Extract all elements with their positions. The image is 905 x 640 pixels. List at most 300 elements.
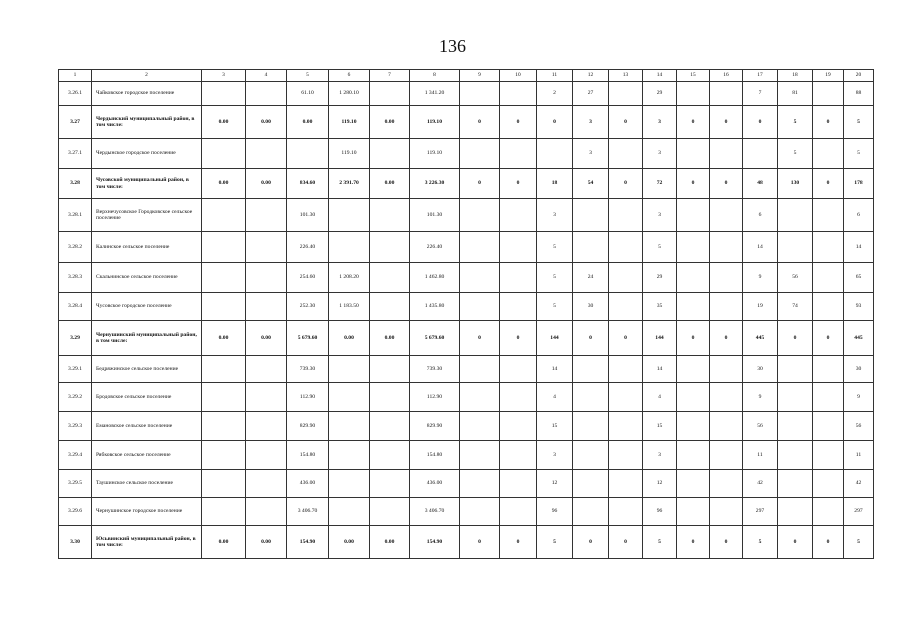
value-cell — [813, 470, 844, 498]
value-cell — [246, 498, 287, 526]
value-cell — [778, 498, 813, 526]
value-cell — [573, 232, 609, 263]
value-cell — [609, 263, 643, 293]
value-cell: 5 — [537, 263, 573, 293]
value-cell: 19 — [743, 293, 778, 321]
value-cell — [246, 199, 287, 232]
value-cell: 5 — [743, 526, 778, 559]
district-total-row — [59, 526, 874, 559]
column-header: 12 — [573, 70, 609, 82]
value-cell — [500, 263, 537, 293]
value-cell — [202, 199, 246, 232]
value-cell: 0.00 — [287, 106, 329, 139]
value-cell — [813, 441, 844, 470]
value-cell: 24 — [573, 263, 609, 293]
value-cell: 0 — [677, 526, 710, 559]
settlement-row — [59, 82, 874, 106]
row-number-cell: 3.26.1 — [59, 82, 92, 106]
value-cell: 3 — [643, 441, 677, 470]
settlement-row — [59, 293, 874, 321]
value-cell: 4 — [537, 383, 573, 412]
row-name-cell: Чернушинский муниципальный район, в том числе: — [92, 321, 202, 356]
row-name-cell: Емановское сельское поселение — [92, 412, 202, 441]
value-cell — [500, 139, 537, 169]
value-cell: 436.00 — [287, 470, 329, 498]
value-cell: 1 462.80 — [410, 263, 460, 293]
value-cell: 119.10 — [410, 106, 460, 139]
value-cell: 0.00 — [202, 106, 246, 139]
value-cell: 119.10 — [410, 139, 460, 169]
value-cell — [500, 470, 537, 498]
value-cell: 0 — [460, 321, 500, 356]
value-cell: 0 — [460, 169, 500, 199]
value-cell: 0.00 — [246, 321, 287, 356]
value-cell — [202, 232, 246, 263]
value-cell — [370, 293, 410, 321]
row-number-cell: 3.29.6 — [59, 498, 92, 526]
value-cell: 0 — [573, 321, 609, 356]
value-cell: 0.00 — [202, 321, 246, 356]
value-cell — [246, 139, 287, 169]
value-cell — [677, 293, 710, 321]
value-cell — [609, 470, 643, 498]
value-cell: 42 — [743, 470, 778, 498]
settlement-row — [59, 383, 874, 412]
value-cell — [370, 356, 410, 383]
value-cell — [329, 498, 370, 526]
row-name-cell: Чердынский муниципальный район, в том числе: — [92, 106, 202, 139]
value-cell: 0.00 — [202, 169, 246, 199]
value-cell — [370, 498, 410, 526]
value-cell: 112.90 — [287, 383, 329, 412]
value-cell — [609, 356, 643, 383]
value-cell — [813, 199, 844, 232]
value-cell: 29 — [643, 263, 677, 293]
row-number-cell: 3.28.1 — [59, 199, 92, 232]
row-number-cell: 3.28 — [59, 169, 92, 199]
value-cell: 5 — [643, 232, 677, 263]
value-cell: 12 — [537, 470, 573, 498]
value-cell — [500, 82, 537, 106]
value-cell: 119.10 — [329, 139, 370, 169]
value-cell: 72 — [643, 169, 677, 199]
value-cell: 3 — [573, 106, 609, 139]
value-cell: 0.00 — [246, 526, 287, 559]
value-cell — [329, 470, 370, 498]
value-cell: 0 — [609, 106, 643, 139]
value-cell: 0 — [778, 321, 813, 356]
value-cell: 3 — [537, 199, 573, 232]
value-cell — [329, 412, 370, 441]
value-cell: 2 391.70 — [329, 169, 370, 199]
value-cell — [573, 498, 609, 526]
value-cell: 0 — [609, 169, 643, 199]
row-number-cell: 3.29.3 — [59, 412, 92, 441]
value-cell: 0.00 — [370, 526, 410, 559]
value-cell — [370, 470, 410, 498]
value-cell: 0 — [710, 106, 743, 139]
column-header: 1 — [59, 70, 92, 82]
value-cell — [329, 441, 370, 470]
value-cell: 5 — [844, 139, 874, 169]
value-cell: 93 — [844, 293, 874, 321]
value-cell — [500, 412, 537, 441]
value-cell: 101.30 — [287, 199, 329, 232]
value-cell — [677, 383, 710, 412]
settlement-row — [59, 199, 874, 232]
value-cell — [500, 441, 537, 470]
value-cell: 9 — [743, 383, 778, 412]
value-cell — [710, 412, 743, 441]
value-cell: 56 — [778, 263, 813, 293]
value-cell — [778, 356, 813, 383]
value-cell — [370, 199, 410, 232]
column-header: 9 — [460, 70, 500, 82]
row-number-cell: 3.27 — [59, 106, 92, 139]
value-cell — [202, 441, 246, 470]
settlement-row — [59, 263, 874, 293]
value-cell — [246, 470, 287, 498]
value-cell: 0 — [500, 321, 537, 356]
value-cell: 0 — [609, 526, 643, 559]
row-name-cell: Чусовское городское поселение — [92, 293, 202, 321]
value-cell — [813, 356, 844, 383]
value-cell — [202, 356, 246, 383]
settlement-row — [59, 441, 874, 470]
value-cell: 739.30 — [410, 356, 460, 383]
value-cell: 154.90 — [410, 526, 460, 559]
value-cell — [573, 356, 609, 383]
value-cell: 5 — [778, 139, 813, 169]
value-cell — [710, 498, 743, 526]
value-cell — [677, 82, 710, 106]
value-cell: 0 — [743, 106, 778, 139]
value-cell — [460, 263, 500, 293]
value-cell: 144 — [643, 321, 677, 356]
value-cell: 96 — [537, 498, 573, 526]
row-name-cell: Юсьвинский муниципальный район, в том числе: — [92, 526, 202, 559]
value-cell — [370, 232, 410, 263]
value-cell — [460, 293, 500, 321]
value-cell — [609, 199, 643, 232]
value-cell — [609, 232, 643, 263]
value-cell: 29 — [643, 82, 677, 106]
column-header: 16 — [710, 70, 743, 82]
value-cell — [573, 383, 609, 412]
value-cell — [813, 293, 844, 321]
value-cell: 445 — [743, 321, 778, 356]
value-cell — [778, 470, 813, 498]
value-cell — [778, 412, 813, 441]
value-cell — [710, 356, 743, 383]
value-cell — [500, 232, 537, 263]
column-header: 19 — [813, 70, 844, 82]
value-cell: 30 — [844, 356, 874, 383]
value-cell — [202, 412, 246, 441]
value-cell — [202, 82, 246, 106]
column-header: 7 — [370, 70, 410, 82]
value-cell: 15 — [537, 412, 573, 441]
value-cell — [287, 139, 329, 169]
row-number-cell: 3.30 — [59, 526, 92, 559]
value-cell: 65 — [844, 263, 874, 293]
value-cell: 81 — [778, 82, 813, 106]
value-cell: 35 — [643, 293, 677, 321]
value-cell: 2 — [537, 82, 573, 106]
header-row — [59, 70, 874, 82]
value-cell — [460, 498, 500, 526]
value-cell: 4 — [643, 383, 677, 412]
value-cell — [710, 383, 743, 412]
value-cell: 1 341.20 — [410, 82, 460, 106]
value-cell — [246, 232, 287, 263]
settlement-row — [59, 356, 874, 383]
value-cell: 1 183.50 — [329, 293, 370, 321]
value-cell: 30 — [573, 293, 609, 321]
row-name-cell: Бедряжинское сельское поселение — [92, 356, 202, 383]
value-cell — [609, 498, 643, 526]
value-cell: 6 — [844, 199, 874, 232]
row-name-cell: Скальнинское сельское поселение — [92, 263, 202, 293]
value-cell: 0.00 — [329, 321, 370, 356]
settlement-row — [59, 139, 874, 169]
row-number-cell: 3.29.4 — [59, 441, 92, 470]
value-cell — [370, 263, 410, 293]
value-cell: 0.00 — [370, 321, 410, 356]
value-cell: 12 — [643, 470, 677, 498]
value-cell — [677, 139, 710, 169]
value-cell — [677, 441, 710, 470]
value-cell: 3 — [643, 199, 677, 232]
value-cell: 3 406.70 — [287, 498, 329, 526]
value-cell: 0 — [609, 321, 643, 356]
value-cell: 0 — [813, 106, 844, 139]
value-cell — [710, 293, 743, 321]
column-header: 2 — [92, 70, 202, 82]
settlement-row — [59, 498, 874, 526]
value-cell — [778, 199, 813, 232]
value-cell: 0 — [778, 526, 813, 559]
column-header: 11 — [537, 70, 573, 82]
value-cell — [710, 263, 743, 293]
value-cell — [370, 82, 410, 106]
value-cell: 0 — [813, 321, 844, 356]
column-header: 10 — [500, 70, 537, 82]
value-cell: 252.30 — [287, 293, 329, 321]
value-cell — [246, 383, 287, 412]
value-cell: 0 — [460, 106, 500, 139]
column-header: 5 — [287, 70, 329, 82]
row-name-cell: Верхнечусовское Городковское сельское поселение — [92, 199, 202, 232]
value-cell: 144 — [537, 321, 573, 356]
value-cell: 14 — [844, 232, 874, 263]
value-cell — [500, 383, 537, 412]
value-cell: 154.80 — [410, 441, 460, 470]
value-cell — [202, 293, 246, 321]
value-cell: 154.80 — [287, 441, 329, 470]
value-cell: 226.40 — [410, 232, 460, 263]
value-cell — [202, 139, 246, 169]
value-cell: 297 — [743, 498, 778, 526]
value-cell: 0.00 — [246, 106, 287, 139]
value-cell — [710, 139, 743, 169]
value-cell — [609, 293, 643, 321]
column-header: 15 — [677, 70, 710, 82]
value-cell — [202, 498, 246, 526]
value-cell — [710, 199, 743, 232]
value-cell: 56 — [844, 412, 874, 441]
value-cell: 0 — [500, 106, 537, 139]
value-cell — [813, 383, 844, 412]
value-cell: 0 — [813, 526, 844, 559]
value-cell: 101.30 — [410, 199, 460, 232]
value-cell: 0 — [500, 169, 537, 199]
column-header: 18 — [778, 70, 813, 82]
value-cell: 0.00 — [202, 526, 246, 559]
value-cell: 9 — [743, 263, 778, 293]
value-cell: 0 — [500, 526, 537, 559]
value-cell — [778, 232, 813, 263]
column-header: 4 — [246, 70, 287, 82]
row-number-cell: 3.28.4 — [59, 293, 92, 321]
value-cell: 436.00 — [410, 470, 460, 498]
value-cell: 154.90 — [287, 526, 329, 559]
value-cell — [813, 232, 844, 263]
value-cell: 0.00 — [246, 169, 287, 199]
value-cell — [460, 441, 500, 470]
value-cell — [813, 139, 844, 169]
row-name-cell: Чернушинское городское поселение — [92, 498, 202, 526]
value-cell: 226.40 — [287, 232, 329, 263]
row-name-cell: Таушинское сельское поселение — [92, 470, 202, 498]
value-cell: 0.00 — [370, 169, 410, 199]
value-cell: 0 — [677, 169, 710, 199]
value-cell — [573, 199, 609, 232]
value-cell — [813, 498, 844, 526]
row-name-cell: Бродовское сельское поселение — [92, 383, 202, 412]
value-cell — [329, 199, 370, 232]
value-cell: 0 — [537, 106, 573, 139]
column-header: 13 — [609, 70, 643, 82]
row-number-cell: 3.27.1 — [59, 139, 92, 169]
value-cell: 3 — [573, 139, 609, 169]
value-cell — [460, 232, 500, 263]
value-cell — [813, 82, 844, 106]
value-cell — [677, 356, 710, 383]
value-cell — [246, 441, 287, 470]
value-cell: 5 679.60 — [287, 321, 329, 356]
row-number-cell: 3.28.2 — [59, 232, 92, 263]
value-cell — [202, 263, 246, 293]
row-name-cell: Чердынское городское поселение — [92, 139, 202, 169]
value-cell — [609, 383, 643, 412]
value-cell — [202, 383, 246, 412]
value-cell: 5 — [537, 293, 573, 321]
value-cell — [813, 412, 844, 441]
row-number-cell: 3.29.1 — [59, 356, 92, 383]
value-cell — [573, 470, 609, 498]
column-header: 20 — [844, 70, 874, 82]
value-cell: 88 — [844, 82, 874, 106]
value-cell — [500, 356, 537, 383]
value-cell — [246, 82, 287, 106]
column-header: 6 — [329, 70, 370, 82]
value-cell: 74 — [778, 293, 813, 321]
value-cell — [710, 441, 743, 470]
value-cell — [573, 412, 609, 441]
value-cell — [677, 470, 710, 498]
value-cell: 254.60 — [287, 263, 329, 293]
value-cell — [329, 383, 370, 412]
value-cell — [609, 412, 643, 441]
value-cell: 297 — [844, 498, 874, 526]
housing-data-table — [58, 69, 874, 559]
value-cell: 0 — [710, 169, 743, 199]
value-cell: 42 — [844, 470, 874, 498]
value-cell: 5 — [643, 526, 677, 559]
value-cell: 834.60 — [287, 169, 329, 199]
value-cell — [460, 356, 500, 383]
value-cell: 829.90 — [287, 412, 329, 441]
value-cell — [677, 232, 710, 263]
value-cell: 48 — [743, 169, 778, 199]
value-cell: 15 — [643, 412, 677, 441]
value-cell: 829.90 — [410, 412, 460, 441]
value-cell: 14 — [643, 356, 677, 383]
value-cell — [778, 383, 813, 412]
value-cell: 3 — [643, 106, 677, 139]
row-number-cell: 3.28.3 — [59, 263, 92, 293]
value-cell — [460, 82, 500, 106]
value-cell — [329, 356, 370, 383]
value-cell: 739.30 — [287, 356, 329, 383]
column-header: 8 — [410, 70, 460, 82]
value-cell: 7 — [743, 82, 778, 106]
value-cell: 18 — [537, 169, 573, 199]
value-cell — [537, 139, 573, 169]
value-cell — [813, 263, 844, 293]
value-cell — [609, 139, 643, 169]
value-cell — [460, 383, 500, 412]
value-cell: 0 — [677, 321, 710, 356]
value-cell: 1 435.80 — [410, 293, 460, 321]
value-cell: 112.90 — [410, 383, 460, 412]
value-cell — [329, 232, 370, 263]
value-cell: 3 226.30 — [410, 169, 460, 199]
value-cell — [246, 263, 287, 293]
value-cell — [677, 412, 710, 441]
value-cell: 5 — [844, 526, 874, 559]
value-cell: 96 — [643, 498, 677, 526]
value-cell: 11 — [844, 441, 874, 470]
value-cell — [370, 139, 410, 169]
value-cell: 0.00 — [329, 526, 370, 559]
value-cell: 14 — [537, 356, 573, 383]
district-total-row — [59, 321, 874, 356]
value-cell: 178 — [844, 169, 874, 199]
value-cell: 56 — [743, 412, 778, 441]
value-cell: 0 — [677, 106, 710, 139]
value-cell — [500, 293, 537, 321]
column-header: 3 — [202, 70, 246, 82]
value-cell — [246, 356, 287, 383]
value-cell: 0 — [460, 526, 500, 559]
row-name-cell: Чусовской муниципальный район, в том числе: — [92, 169, 202, 199]
value-cell: 445 — [844, 321, 874, 356]
value-cell — [573, 441, 609, 470]
value-cell — [743, 139, 778, 169]
value-cell — [370, 383, 410, 412]
